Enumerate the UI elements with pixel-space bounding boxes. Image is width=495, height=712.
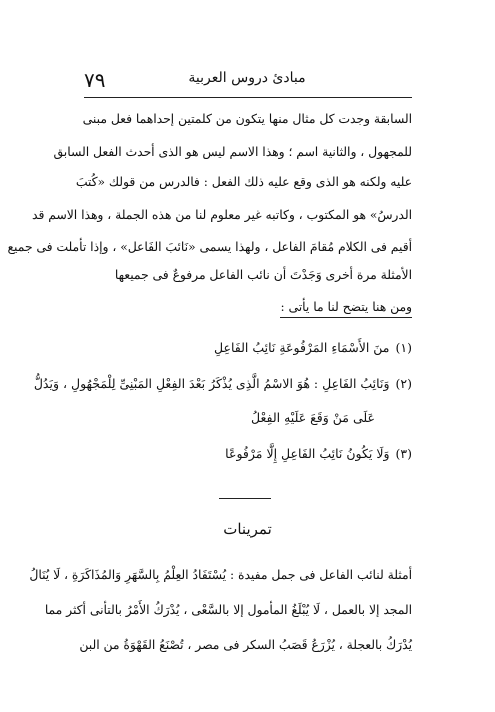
rule-text: وَنَائِبُ الفَاعِلِ : هُوَ الاسْمُ الَّذِى يُذْكَرُ بَعْدَ الفِعْلِ المَبْنِىِّ لِلْمَجْهُولِ ، وَيَدُلُّ: [33, 376, 390, 391]
page-number: ٧٩: [84, 68, 106, 92]
paragraph-line: الأمثلة مرة أخرى وَجَدْتَ أن نائب الفاعل مرفوعٌ فى جميعها: [114, 268, 412, 282]
exercise-line: أمثلة لنائب الفاعل فى جمل مفيدة : يُسْتَفَادُ العِلْمُ بِالسَّهَرِ وَالمُذَاكَرَةِ ، لَا يُنَالُ: [29, 568, 412, 582]
rule-number: (٣): [395, 446, 412, 461]
exercises-title: تمرينات: [223, 520, 272, 538]
paragraph-line: عليه ولكنه هو الذى وقع عليه ذلك الفعل : فالدرس من قولك «كُتبَ: [75, 175, 412, 189]
page-header: [84, 68, 410, 92]
paragraph-line: للمجهول ، والثانية اسم ؛ وهذا الاسم ليس هو الذى أحدث الفعل السابق: [53, 145, 412, 159]
exercise-line: المجد إلا بالعمل ، لَا يُبْلَغُ المأمول إلا بالسَّعْى ، يُدْرَكُ الأَمْرُ بالتأنى أكثر مما: [44, 603, 412, 617]
paragraph-line: الدرسُ» هو المكتوب ، وكاتبه غير معلوم لنا من هذه الجملة ، وهذا الاسم قد: [32, 208, 412, 222]
rules-intro-text: ومن هنا يتضح لنا ما يأتى :: [280, 300, 412, 318]
paragraph-line: أقيم فى الكلام مُقامَ الفاعل ، ولهذا يسمى «نَائبَ الفَاعل» ، وإذا تأملت فى جميع: [7, 240, 412, 254]
paragraph-line: السابقة وجدت كل مثال منها يتكون من كلمتين إحداهما فعل مبنى: [82, 112, 412, 126]
rule-item: [33, 376, 412, 391]
rule-text: عَلَى مَنْ وَقَعَ عَلَيْهِ الفِعْلُ: [251, 410, 375, 425]
rule-text: منَ الأَسْمَاءِ المَرْفُوعَةِ نَائِبُ الفَاعِلِ: [214, 340, 390, 355]
exercise-line: يُدْرَكُ بالعجلة ، يُزْرَعُ قَصَبُ السكر فى مصر ، تُصْنَعُ القَهْوَةُ من البن: [79, 638, 412, 652]
rule-text: وَلَا يَكُونُ نَائِبُ الفَاعِلِ إِلَّا مَرْفُوعًا: [225, 446, 390, 461]
header-rule: [84, 97, 412, 98]
rules-intro: [82, 300, 412, 314]
rule-item: [82, 446, 412, 461]
rule-number: (٢): [395, 376, 412, 391]
rule-item-continuation: [85, 410, 375, 425]
rule-item: [82, 340, 412, 355]
section-divider: [219, 498, 271, 499]
running-title: مبادئ دروس العربية: [188, 70, 306, 86]
rule-number: (١): [395, 340, 412, 355]
